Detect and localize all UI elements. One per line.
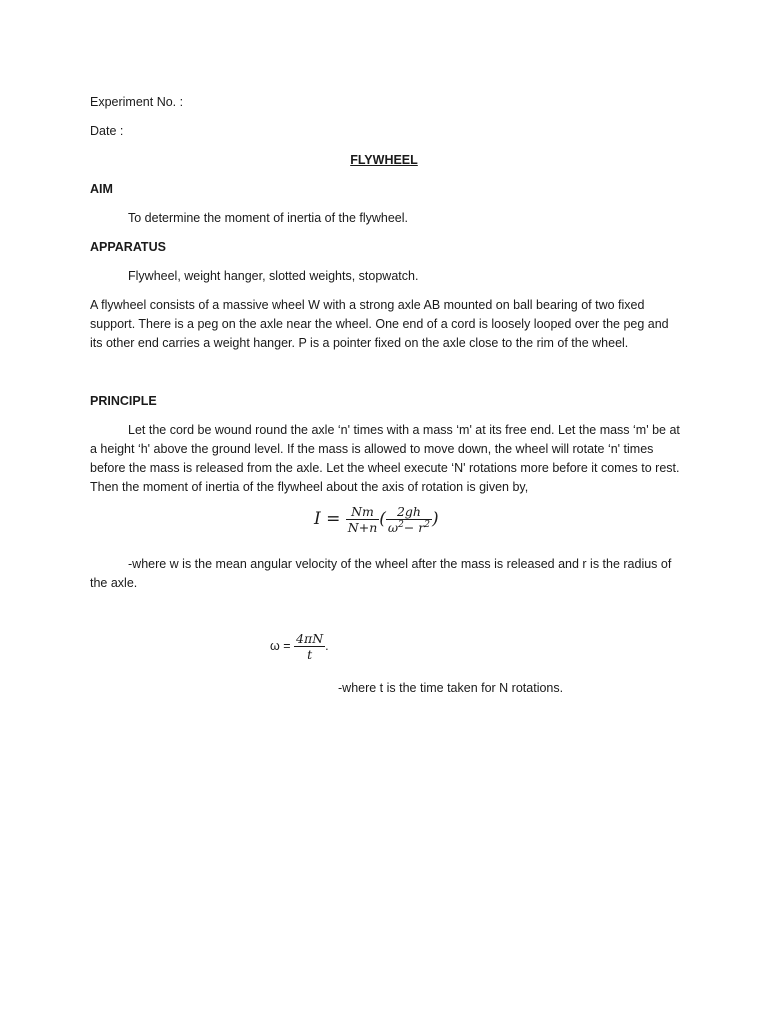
fraction-4pin-denominator: t <box>294 646 325 662</box>
principle-text: Let the cord be wound round the axle ‘n' times with a mass ‘m' at its free end. Let the mass ‘m' be at a height ‘h' above the ground level. If the mass is allowed to move down, the wheel will rotate ‘n' times before the mass is released from the axle. Let the wheel execute ‘N' rotations more before it comes to rest. Then the moment of inertia of the flywheel about the axis of rotation is given by, <box>90 423 680 494</box>
apparatus-heading: APPARATUS <box>90 240 166 254</box>
apparatus-list: Flywheel, weight hanger, slotted weights, stopwatch. <box>128 269 419 283</box>
where-t-text: -where t is the time taken for N rotations. <box>338 681 564 695</box>
fraction-2gh-numerator: 2gh <box>396 504 421 519</box>
fraction-4pin-numerator: 4πN <box>296 631 324 646</box>
experiment-number-label: Experiment No. : <box>90 95 184 109</box>
aim-heading: AIM <box>90 182 113 196</box>
formula-end-period: . <box>325 638 329 653</box>
document-title: FLYWHEEL <box>350 153 418 167</box>
fraction-2gh-denominator: $\omega^2- r^2$ <box>387 519 430 535</box>
moment-of-inertia-formula <box>314 504 439 535</box>
where-w-text: -where w is the mean angular velocity of the wheel after the mass is released and r is the radius of the axle. <box>90 557 672 590</box>
fraction-nm <box>346 504 379 535</box>
fraction-nm-denominator: N+n <box>347 520 378 535</box>
angular-velocity-formula <box>270 631 329 662</box>
fraction-2gh <box>386 504 432 535</box>
fraction-4pin <box>294 631 325 662</box>
fraction-nm-numerator: Nm <box>351 504 374 519</box>
close-paren: ) <box>432 509 439 529</box>
date-label: Date : <box>90 124 124 138</box>
open-paren: ( <box>379 509 386 529</box>
principle-heading: PRINCIPLE <box>90 394 157 408</box>
aim-text: To determine the moment of inertia of the flywheel. <box>128 211 409 225</box>
omega-lhs: ω = <box>270 638 291 653</box>
formula-lhs: I = <box>314 509 341 529</box>
apparatus-description: A flywheel consists of a massive wheel W with a strong axle AB mounted on ball bearing of two fixed support. There is a peg on the axle near the wheel. One end of a cord is loosely looped over the peg and its other end carries a weight hanger. P is a pointer fixed on the axle close to the rim of the wheel. <box>90 298 669 350</box>
